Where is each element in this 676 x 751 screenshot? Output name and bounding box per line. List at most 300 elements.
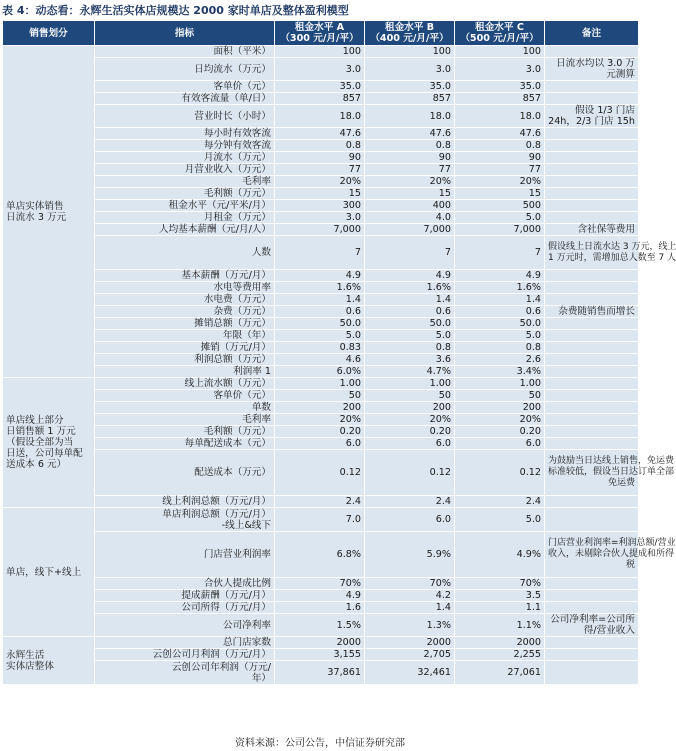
- indicator-label: 租金水平（元/平米/月）: [168, 200, 271, 211]
- note-cell: [545, 164, 639, 176]
- note-cell: [545, 614, 639, 637]
- indicator-cell: [95, 294, 275, 306]
- value-cell-c: 7: [455, 236, 545, 270]
- indicator-cell: [95, 590, 275, 602]
- note-cell: [545, 496, 639, 508]
- indicator-label: 每分钟有效客流: [203, 140, 271, 151]
- indicator-cell: [95, 402, 275, 414]
- note-cell: [545, 637, 639, 649]
- table-row: [3, 390, 639, 402]
- value-cell-c: 1.6%: [455, 282, 545, 294]
- table-row: [3, 81, 639, 93]
- table-row: [3, 414, 639, 426]
- value-cell-c: 1.4: [455, 294, 545, 306]
- header-indicator: 指标: [95, 21, 275, 46]
- value-cell-b: 70%: [365, 578, 455, 590]
- note-text: 免运费: [607, 478, 635, 488]
- table-body: [3, 46, 676, 685]
- value-cell-a: 7: [275, 236, 365, 270]
- value-cell-a: 7.0: [275, 508, 365, 532]
- header-level-b: [365, 21, 455, 46]
- indicator-label: 水电等费用率: [213, 282, 271, 293]
- note-text: 1 万元时，需增加总人数至 7 人: [548, 252, 676, 263]
- value-cell-a: 300: [275, 200, 365, 212]
- note-cell: [545, 176, 639, 188]
- note-cell: [545, 649, 639, 661]
- value-cell-c: 2.4: [455, 496, 545, 508]
- indicator-label: 云创公司年利润（万元/: [171, 661, 271, 673]
- table-row: [3, 224, 639, 236]
- indicator-label: 公司所得（万元/月）: [181, 602, 271, 613]
- value-cell-b: 857: [365, 93, 455, 105]
- note-cell: [545, 330, 639, 342]
- note-text: 收入，未剔除合伙人提成和所得: [548, 549, 675, 559]
- value-cell-b: 0.6: [365, 306, 455, 318]
- table-row: [3, 318, 639, 330]
- value-cell-a: 857: [275, 93, 365, 105]
- value-cell-a: 100: [275, 46, 365, 58]
- value-cell-a: 0.12: [275, 450, 365, 496]
- note-cell: [545, 390, 639, 402]
- indicator-cell: [95, 438, 275, 450]
- indicator-cell: [95, 224, 275, 236]
- value-cell-c: 15: [455, 188, 545, 200]
- value-cell-b: 32,461: [365, 661, 455, 685]
- value-cell-a: 4.6: [275, 354, 365, 366]
- value-cell-b: 0.12: [365, 450, 455, 496]
- group-cell: [3, 637, 95, 685]
- value-cell-a: 1.5%: [275, 614, 365, 637]
- note-text: 税: [625, 560, 635, 570]
- indicator-cell: [95, 93, 275, 105]
- value-cell-c: 50: [455, 390, 545, 402]
- value-cell-c: 6.0: [455, 438, 545, 450]
- value-cell-b: 6.0: [365, 438, 455, 450]
- indicator-cell: [95, 152, 275, 164]
- value-cell-b: 400: [365, 200, 455, 212]
- value-cell-a: 6.0: [275, 438, 365, 450]
- table-row: [3, 152, 639, 164]
- indicator-cell: [95, 578, 275, 590]
- value-cell-b: 7,000: [365, 224, 455, 236]
- value-cell-b: 1.4: [365, 294, 455, 306]
- indicator-label: 利润总额（万元）: [194, 354, 271, 365]
- value-cell-a: 1.4: [275, 294, 365, 306]
- note-text: 杂费随销售而增长: [558, 306, 635, 317]
- value-cell-c: 4.9: [455, 270, 545, 282]
- note-cell: [545, 128, 639, 140]
- indicator-cell: [95, 649, 275, 661]
- indicator-cell: [95, 637, 275, 649]
- value-cell-a: 70%: [275, 578, 365, 590]
- value-cell-a: 6.8%: [275, 532, 365, 578]
- table-row: [3, 46, 639, 58]
- table-row: [3, 508, 639, 532]
- indicator-cell: [95, 46, 275, 58]
- indicator-cell: [95, 105, 275, 128]
- indicator-cell: [95, 236, 275, 270]
- indicator-label: 有效客流量（单/日）: [181, 93, 271, 104]
- value-cell-c: 90: [455, 152, 545, 164]
- value-cell-c: 1.1: [455, 602, 545, 614]
- value-cell-a: 15: [275, 188, 365, 200]
- value-cell-b: 2,705: [365, 649, 455, 661]
- value-cell-a: 37,861: [275, 661, 365, 685]
- value-cell-a: 4.9: [275, 590, 365, 602]
- value-cell-a: 7,000: [275, 224, 365, 236]
- value-cell-c: 200: [455, 402, 545, 414]
- value-cell-b: 0.8: [365, 342, 455, 354]
- indicator-label: 人均基本薪酬（元/月/人）: [159, 224, 271, 235]
- group-label: 单店线上部分: [6, 415, 64, 426]
- value-cell-a: 200: [275, 402, 365, 414]
- value-cell-c: 5.0: [455, 212, 545, 224]
- value-cell-a: 5.0: [275, 330, 365, 342]
- indicator-label: 月营业收入（万元）: [184, 164, 271, 175]
- value-cell-c: 2.6: [455, 354, 545, 366]
- note-cell: [545, 270, 639, 282]
- header-group: 销售划分: [3, 21, 95, 46]
- indicator-label: 客单价（元）: [213, 81, 271, 92]
- value-cell-b: 50.0: [365, 318, 455, 330]
- value-cell-b: 4.7%: [365, 366, 455, 378]
- value-cell-b: 0.20: [365, 426, 455, 438]
- indicator-cell: [95, 661, 275, 685]
- indicator-cell: [95, 188, 275, 200]
- table-row: [3, 330, 639, 342]
- table-row: [3, 58, 639, 81]
- value-cell-c: 20%: [455, 414, 545, 426]
- table-row: [3, 236, 639, 270]
- indicator-cell: [95, 496, 275, 508]
- indicator-label: 合伙人提成比例: [203, 578, 271, 589]
- table-row: [3, 426, 639, 438]
- value-cell-b: 47.6: [365, 128, 455, 140]
- note-text: 公司净利率=公司所得/营业收入: [550, 614, 635, 636]
- note-cell: [545, 224, 639, 236]
- note-cell: [545, 46, 639, 58]
- value-cell-b: 1.3%: [365, 614, 455, 637]
- note-cell: [545, 661, 639, 685]
- indicator-label: 月租金（万元）: [203, 212, 271, 223]
- value-cell-b: 35.0: [365, 81, 455, 93]
- note-cell: [545, 236, 676, 270]
- value-cell-a: 18.0: [275, 105, 365, 128]
- indicator-label: 每单配送成本（元）: [184, 438, 271, 449]
- value-cell-c: 35.0: [455, 81, 545, 93]
- value-cell-c: 0.6: [455, 306, 545, 318]
- value-cell-c: 18.0: [455, 105, 545, 128]
- note-cell: [545, 200, 639, 212]
- value-cell-a: 2000: [275, 637, 365, 649]
- group-cell: [3, 508, 95, 637]
- note-cell: [545, 402, 639, 414]
- group-cell: [3, 46, 95, 378]
- value-cell-c: 50.0: [455, 318, 545, 330]
- value-cell-c: 2000: [455, 637, 545, 649]
- table-row: [3, 282, 639, 294]
- header-level-b-line2: （400 元/月/平）: [370, 33, 449, 44]
- group-label: 送成本 6 元）: [6, 459, 67, 470]
- value-cell-a: 90: [275, 152, 365, 164]
- header-level-c: [455, 21, 545, 46]
- value-cell-c: 5.0: [455, 508, 545, 532]
- table-row: [3, 354, 639, 366]
- table-row: [3, 637, 639, 649]
- note-text: 含社保等费用: [577, 224, 635, 235]
- value-cell-c: 1.1%: [455, 614, 545, 637]
- value-cell-b: 20%: [365, 414, 455, 426]
- table-row: [3, 578, 639, 590]
- value-cell-b: 1.4: [365, 602, 455, 614]
- note-cell: [545, 81, 639, 93]
- note-cell: [545, 414, 639, 426]
- data-table: [2, 20, 676, 685]
- header-level-a-line2: （300 元/月/平）: [280, 33, 359, 44]
- indicator-cell: [95, 58, 275, 81]
- indicator-label: 线上流水额（万元）: [184, 378, 271, 389]
- indicator-label: 水电费（万元）: [203, 294, 271, 305]
- group-label: 永辉生活: [6, 649, 45, 661]
- header-level-b-line1: 租金水平 B: [384, 22, 435, 33]
- indicator-label: 人数: [251, 247, 271, 258]
- value-cell-c: 500: [455, 200, 545, 212]
- value-cell-b: 2000: [365, 637, 455, 649]
- value-cell-a: 3,155: [275, 649, 365, 661]
- table-row: [3, 212, 639, 224]
- value-cell-a: 1.6: [275, 602, 365, 614]
- indicator-label: 基本薪酬（万元/月）: [181, 270, 271, 281]
- value-cell-b: 0.8: [365, 140, 455, 152]
- value-cell-c: 0.8: [455, 342, 545, 354]
- note-cell: [545, 532, 676, 578]
- indicator-label: 利润率 1: [233, 366, 271, 377]
- indicator-label: -线上&线下: [221, 519, 271, 531]
- indicator-cell: [95, 81, 275, 93]
- note-cell: [545, 366, 639, 378]
- value-cell-b: 7: [365, 236, 455, 270]
- value-cell-a: 47.6: [275, 128, 365, 140]
- group-label: （假设全部为当: [6, 437, 74, 448]
- group-label: 日流水 3 万元: [6, 211, 67, 223]
- indicator-label: 营业时长（小时）: [194, 110, 271, 122]
- value-cell-a: 20%: [275, 414, 365, 426]
- note-cell: [545, 93, 639, 105]
- value-cell-c: 7,000: [455, 224, 545, 236]
- indicator-cell: [95, 140, 275, 152]
- value-cell-a: 77: [275, 164, 365, 176]
- indicator-cell: [95, 164, 275, 176]
- value-cell-a: 50.0: [275, 318, 365, 330]
- value-cell-a: 4.9: [275, 270, 365, 282]
- table-row: [3, 649, 639, 661]
- table-title: 表 4：动态看：永辉生活实体店规模达 2000 家时单店及整体盈利模型: [2, 4, 349, 17]
- value-cell-a: 0.8: [275, 140, 365, 152]
- table-row: [3, 496, 639, 508]
- table-row: [3, 438, 639, 450]
- value-cell-a: 35.0: [275, 81, 365, 93]
- indicator-label: 单店利润总额（万元/月）: [162, 508, 271, 520]
- value-cell-c: 3.4%: [455, 366, 545, 378]
- table-row: [3, 590, 639, 602]
- indicator-cell: [95, 330, 275, 342]
- value-cell-b: 90: [365, 152, 455, 164]
- table-row: [3, 532, 639, 578]
- indicator-cell: [95, 366, 275, 378]
- note-cell: [545, 282, 639, 294]
- note-text: 日流水均以 3.0 万元测算: [556, 58, 635, 80]
- group-label: 日送，公司每单配: [6, 448, 83, 459]
- note-cell: [545, 318, 639, 330]
- value-cell-b: 200: [365, 402, 455, 414]
- indicator-label: 客单价（元）: [213, 390, 271, 401]
- value-cell-c: 100: [455, 46, 545, 58]
- value-cell-a: 20%: [275, 176, 365, 188]
- value-cell-b: 100: [365, 46, 455, 58]
- note-cell: [545, 590, 639, 602]
- indicator-label: 杂费（万元）: [213, 306, 271, 317]
- indicator-cell: [95, 176, 275, 188]
- table-row: [3, 342, 639, 354]
- table-row: [3, 661, 639, 685]
- table-row: [3, 306, 639, 318]
- value-cell-c: 0.12: [455, 450, 545, 496]
- table-row: [3, 176, 639, 188]
- table-row: [3, 164, 639, 176]
- value-cell-b: 6.0: [365, 508, 455, 532]
- value-cell-c: 4.9%: [455, 532, 545, 578]
- indicator-label: 面积（平米）: [213, 46, 271, 57]
- value-cell-b: 2.4: [365, 496, 455, 508]
- value-cell-b: 4.0: [365, 212, 455, 224]
- value-cell-a: 6.0%: [275, 366, 365, 378]
- indicator-label: 毛利额（万元）: [203, 188, 271, 199]
- indicator-label: 毛利率: [242, 414, 271, 425]
- note-cell: [545, 105, 639, 128]
- value-cell-b: 77: [365, 164, 455, 176]
- value-cell-a: 50: [275, 390, 365, 402]
- value-cell-b: 20%: [365, 176, 455, 188]
- indicator-cell: [95, 212, 275, 224]
- indicator-cell: [95, 602, 275, 614]
- indicator-cell: [95, 270, 275, 282]
- value-cell-b: 5.0: [365, 330, 455, 342]
- note-cell: [545, 152, 639, 164]
- value-cell-c: 27,061: [455, 661, 545, 685]
- value-cell-b: 1.00: [365, 378, 455, 390]
- value-cell-c: 3.5: [455, 590, 545, 602]
- indicator-label: 门店营业利润率: [203, 549, 271, 560]
- value-cell-c: 77: [455, 164, 545, 176]
- table-row: [3, 200, 639, 212]
- table-row: [3, 188, 639, 200]
- indicator-cell: [95, 306, 275, 318]
- indicator-label: 毛利额（万元）: [203, 426, 271, 437]
- note-cell: [545, 354, 639, 366]
- note-cell: [545, 306, 639, 318]
- indicator-cell: [95, 508, 275, 532]
- note-text: 假设 1/3 门店 24h，2/3 门店 15h: [548, 105, 635, 127]
- value-cell-c: 20%: [455, 176, 545, 188]
- note-cell: [545, 378, 639, 390]
- note-text: 门店营业利润率=利润总额/营业: [548, 538, 676, 548]
- indicator-label: 日均流水（万元）: [194, 63, 271, 75]
- note-cell: [545, 602, 639, 614]
- indicator-cell: [95, 614, 275, 637]
- indicator-cell: [95, 342, 275, 354]
- note-cell: [545, 212, 639, 224]
- note-cell: [545, 450, 675, 496]
- note-cell: [545, 294, 639, 306]
- indicator-label: 摊销总额（万元）: [194, 318, 271, 329]
- indicator-label: 毛利率: [242, 176, 271, 187]
- note-cell: [545, 508, 639, 532]
- group-label: 日销售额 1 万元: [6, 426, 76, 437]
- note-cell: [545, 342, 639, 354]
- indicator-cell: [95, 450, 275, 496]
- indicator-label: 年限（年）: [223, 330, 271, 341]
- header-level-a: [275, 21, 365, 46]
- header-note: 备注: [545, 21, 639, 46]
- table-row: [3, 402, 639, 414]
- table-row: [3, 602, 639, 614]
- note-text: 标准较低，假设当日达订单全部: [548, 467, 675, 477]
- group-cell: [3, 378, 95, 508]
- indicator-label: 提成薪酬（万元/月）: [181, 590, 271, 601]
- indicator-label: 单数: [251, 402, 271, 413]
- value-cell-a: 1.6%: [275, 282, 365, 294]
- value-cell-a: 2.4: [275, 496, 365, 508]
- indicator-cell: [95, 414, 275, 426]
- note-cell: [545, 438, 639, 450]
- indicator-cell: [95, 200, 275, 212]
- value-cell-c: 0.8: [455, 140, 545, 152]
- indicator-cell: [95, 128, 275, 140]
- value-cell-b: 18.0: [365, 105, 455, 128]
- indicator-label: 每小时有效客流: [203, 128, 271, 139]
- value-cell-a: 1.00: [275, 378, 365, 390]
- table-row: [3, 294, 639, 306]
- note-text: 为鼓励当日达线上销售，免运费: [548, 456, 675, 466]
- table-row: [3, 366, 639, 378]
- header-level-a-line1: 租金水平 A: [294, 22, 345, 33]
- value-cell-c: 70%: [455, 578, 545, 590]
- value-cell-b: 4.2: [365, 590, 455, 602]
- value-cell-b: 3.6: [365, 354, 455, 366]
- value-cell-c: 47.6: [455, 128, 545, 140]
- note-cell: [545, 188, 639, 200]
- value-cell-b: 5.9%: [365, 532, 455, 578]
- source-note: 资料来源：公司公告，中信证券研究部: [235, 738, 405, 749]
- indicator-cell: [95, 532, 275, 578]
- header-level-c-line2: （500 元/月/平）: [460, 33, 539, 44]
- indicator-label: 公司净利率: [223, 619, 271, 631]
- header-level-c-line1: 租金水平 C: [475, 22, 524, 33]
- indicator-cell: [95, 426, 275, 438]
- indicator-label: 年）: [251, 672, 271, 684]
- note-cell: [545, 140, 639, 152]
- value-cell-c: 857: [455, 93, 545, 105]
- table-row: [3, 140, 639, 152]
- value-cell-c: 0.20: [455, 426, 545, 438]
- value-cell-a: 0.83: [275, 342, 365, 354]
- value-cell-a: 0.20: [275, 426, 365, 438]
- note-text: 假设线上日流水达 3 万元，线上: [548, 241, 676, 252]
- value-cell-c: 3.0: [455, 58, 545, 81]
- table-row: [3, 270, 639, 282]
- indicator-label: 总门店家数: [223, 637, 271, 648]
- indicator-label: 配送成本（万元）: [194, 467, 271, 478]
